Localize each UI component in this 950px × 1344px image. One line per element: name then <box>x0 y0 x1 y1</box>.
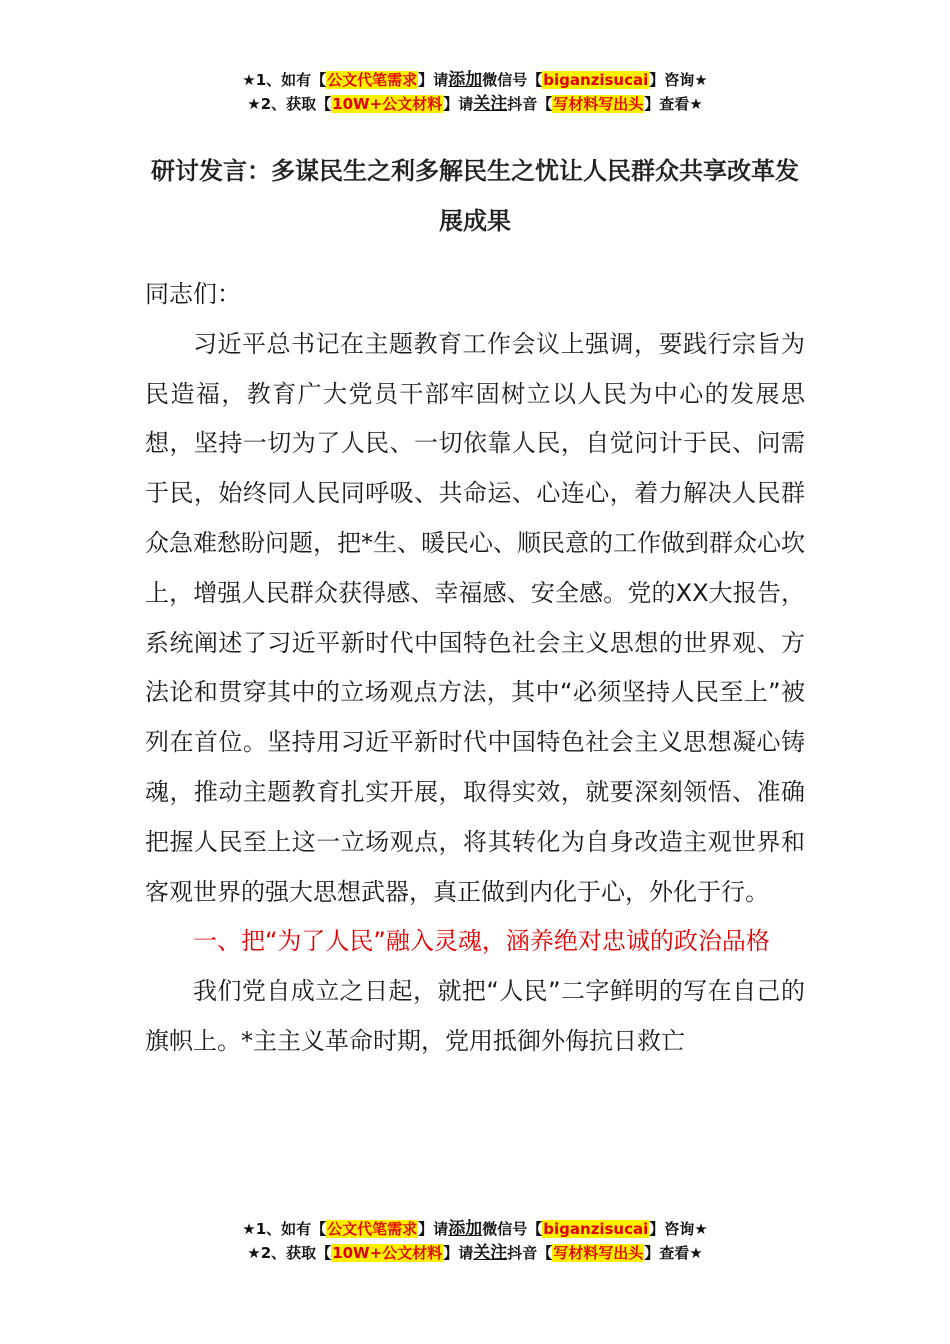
body-paragraph: 习近平总书记在主题教育工作会议上强调，要践行宗旨为民造福，教育广大党员干部牢固树立以人民为中心的发展思想，坚持一切为了人民、一切依靠人民，自觉问计于民、问需于民，始终同人民同呼吸、共命运、心连心，着力解决人民群众急难愁盼问题，把*生、暖民心、顺民意的工作做到群众心坎上，增强人民群众获得感、幸福感、安全感。党的XX大报告，系统阐述了习近平新时代中国特色社会主义思想的世界观、方法论和贯穿其中的立场观点方法，其中“必须坚持人民至上”被列在首位。坚持用习近平新时代中国特色社会主义思想凝心铸魂，推动主题教育扎实开展，取得实效，就要深刻领悟、准确把握人民至上这一立场观点，将其转化为自身改造主观世界和客观世界的强大思想武器，真正做到内化于心，外化于行。 <box>145 329 805 906</box>
banner-line-2: ★2、获取【10W+公文材料】请关注抖音【写材料写出头】查看★ <box>247 1243 703 1263</box>
section-heading: 一、把“为了人民”融入灵魂，涵养绝对忠诚的政治品格 <box>193 927 770 956</box>
banner-line-1: ★1、如有【公文代笔需求】请添加微信号【biganzisucai】咨询★ <box>242 1219 708 1239</box>
salutation: 同志们： <box>145 280 241 308</box>
materials-highlight: 10W+公文材料 <box>332 1244 443 1262</box>
ghostwriting-highlight: 公文代笔需求 <box>327 71 418 89</box>
follow-underlined: 关注 <box>473 94 508 114</box>
banner-line-1: ★1、如有【公文代笔需求】请添加微信号【biganzisucai】咨询★ <box>242 70 708 90</box>
body-paragraph: 我们党自成立之日起，就把“人民”二字鲜明的写在自己的旗帜上。*主主义革命时期，党用抵御外侮抗日救亡 <box>145 977 805 1055</box>
follow-underlined: 关注 <box>473 1243 508 1263</box>
banner-line-2: ★2、获取【10W+公文材料】请关注抖音【写材料写出头】查看★ <box>247 94 703 114</box>
ghostwriting-highlight: 公文代笔需求 <box>327 1220 418 1238</box>
douyin-id-highlight: 写材料写出头 <box>553 95 644 113</box>
materials-highlight: 10W+公文材料 <box>332 95 443 113</box>
add-underlined: 添加 <box>448 70 483 90</box>
wechat-id-highlight: biganzisucai <box>543 71 649 89</box>
header-banner <box>0 68 950 116</box>
wechat-id-highlight: biganzisucai <box>543 1220 649 1238</box>
add-underlined: 添加 <box>448 1219 483 1239</box>
douyin-id-highlight: 写材料写出头 <box>553 1244 644 1262</box>
footer-banner <box>0 1217 950 1265</box>
document-body <box>145 270 805 1067</box>
document-title: 研讨发言：多谋民生之利多解民生之忧让人民群众共享改革发展成果 <box>151 157 799 235</box>
